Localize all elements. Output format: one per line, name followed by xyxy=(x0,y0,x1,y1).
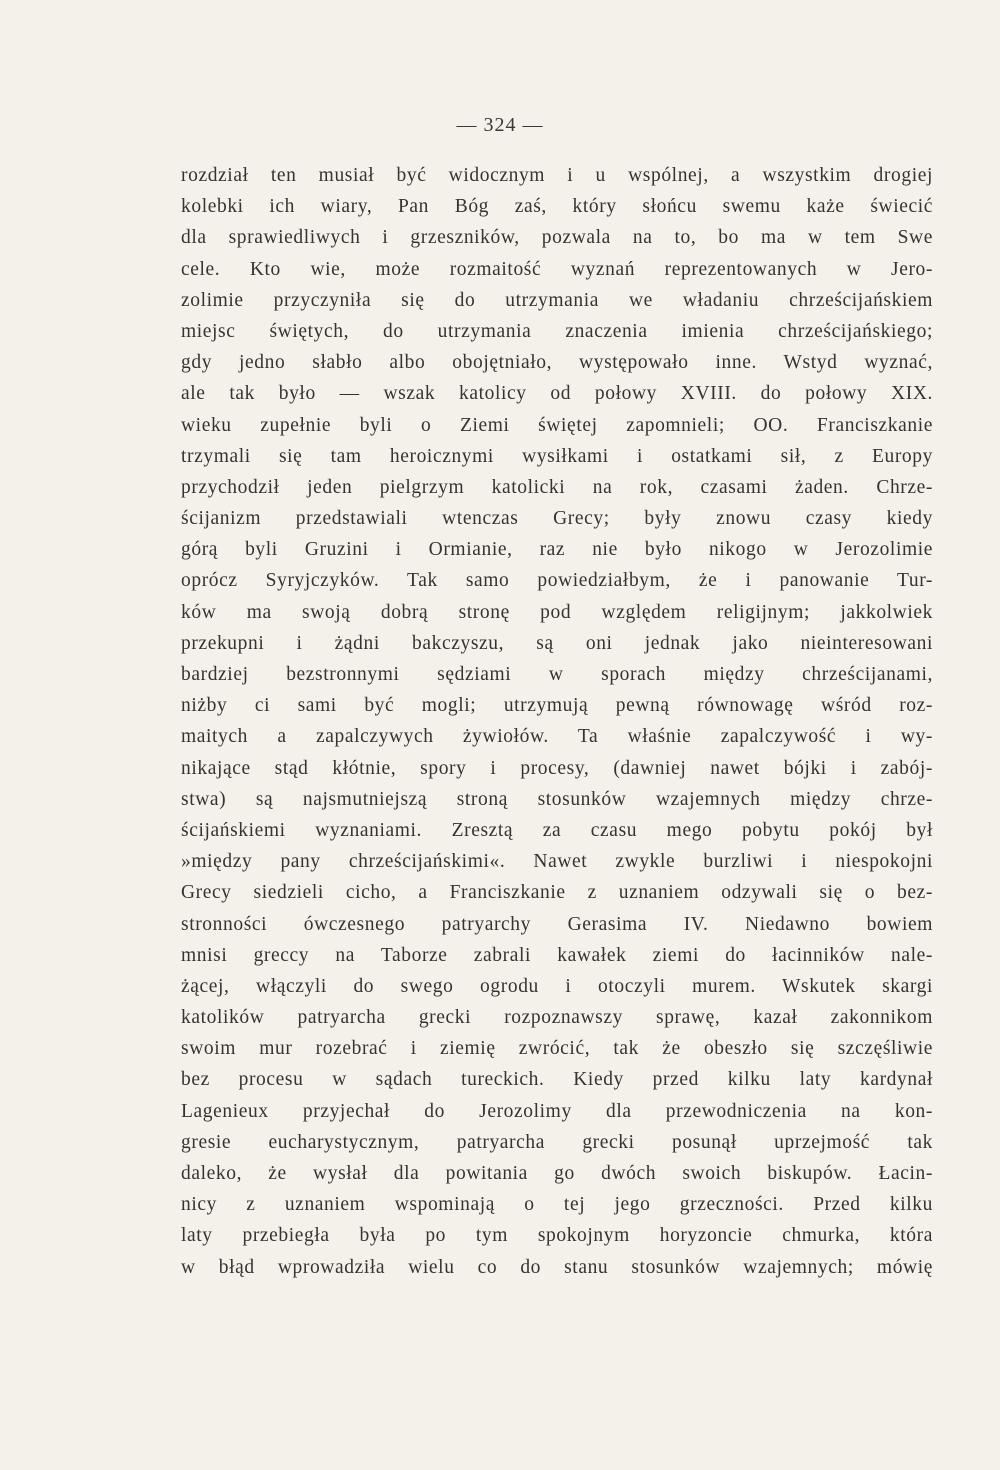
text-line: żącej, włączyli do swego ogrodu i otoczyli murem. Wskutek skargi xyxy=(181,975,933,997)
text-line: górą byli Gruzini i Ormianie, raz nie było nikogo w Jerozolimie xyxy=(181,539,933,561)
text-line: ścijanizm przedstawiali wtenczas Grecy; były znowu czasy kiedy xyxy=(181,508,933,530)
text-line: stwa) są najsmutniejszą stroną stosunków wzajemnych między chrze- xyxy=(181,788,933,810)
text-line: gresie eucharystycznym, patryarcha grecki posunął uprzejmość tak xyxy=(181,1131,933,1153)
text-line: swoim mur rozebrać i ziemię zwrócić, tak że obeszło się szczęśliwie xyxy=(181,1038,933,1060)
text-line: w błąd wprowadziła wielu co do stanu stosunków wzajemnych; mówię xyxy=(181,1256,933,1278)
text-line: stronności ówczesnego patryarchy Gerasima IV. Niedawno bowiem xyxy=(181,913,933,935)
text-line: maitych a zapalczywych żywiołów. Ta właśnie zapalczywość i wy- xyxy=(181,726,933,748)
text-line: gdy jedno słabło albo obojętniało, występowało inne. Wstyd wyznać, xyxy=(181,352,933,374)
text-line: ków ma swoją dobrą stronę pod względem religijnym; jakkolwiek xyxy=(181,601,933,623)
text-line: wieku zupełnie byli o Ziemi świętej zapomnieli; OO. Franciszkanie xyxy=(181,414,933,436)
text-line: przekupni i żądni bakczyszu, są oni jednak jako nieinteresowani xyxy=(181,632,933,654)
text-line: niżby ci sami być mogli; utrzymują pewną równowagę wśród roz- xyxy=(181,695,933,717)
text-line: cele. Kto wie, może rozmaitość wyznań reprezentowanych w Jero- xyxy=(181,258,933,280)
page-number: — 324 — xyxy=(456,114,544,136)
text-line: mnisi greccy na Taborze zabrali kawałek ziemi do łacinników nale- xyxy=(181,944,933,966)
text-line: daleko, że wysłał dla powitania go dwóch swoich biskupów. Łacin- xyxy=(181,1163,933,1184)
body-text xyxy=(181,160,933,1283)
text-line: ale tak było — wszak katolicy od połowy XVIII. do połowy XIX. xyxy=(181,383,933,405)
text-line: miejsc świętych, do utrzymania znaczenia imienia chrześcijańskiego; xyxy=(181,320,933,342)
text-line: Lagenieux przyjechał do Jerozolimy dla przewodniczenia na kon- xyxy=(181,1100,933,1122)
text-line: »między pany chrześcijańskimi«. Nawet zwykle burzliwi i niespokojni xyxy=(181,851,933,873)
text-line: przychodził jeden pielgrzym katolicki na rok, czasami żaden. Chrze- xyxy=(181,476,933,498)
text-line: nikające stąd kłótnie, spory i procesy, (dawniej nawet bójki i zabój- xyxy=(181,757,933,779)
text-line: zolimie przyczyniła się do utrzymania we władaniu chrześcijańskiem xyxy=(181,289,933,311)
text-line: rozdział ten musiał być widocznym i u wspólnej, a wszystkim drogiej xyxy=(181,165,933,186)
text-line: oprócz Syryjczyków. Tak samo powiedziałbym, że i panowanie Tur- xyxy=(181,570,933,592)
text-line: katolików patryarcha grecki rozpoznawszy sprawę, kazał zakonnikom xyxy=(181,1007,933,1029)
text-line: laty przebiegła była po tym spokojnym horyzoncie chmurka, która xyxy=(181,1225,933,1247)
text-line: bez procesu w sądach tureckich. Kiedy przed kilku laty kardynał xyxy=(181,1069,933,1091)
text-line: trzymali się tam heroicznymi wysiłkami i ostatkami sił, z Europy xyxy=(181,445,933,467)
text-line: dla sprawiedliwych i grzeszników, pozwala na to, bo ma w tem Swe xyxy=(181,227,933,249)
text-line: bardziej bezstronnymi sędziami w sporach między chrześcijanami, xyxy=(181,664,933,685)
text-line: ścijańskiemi wyznaniami. Zresztą za czasu mego pobytu pokój był xyxy=(181,819,933,841)
text-line: Grecy siedzieli cicho, a Franciszkanie z uznaniem odzywali się o bez- xyxy=(181,882,933,904)
text-line: kolebki ich wiary, Pan Bóg zaś, który słońcu swemu każe świecić xyxy=(181,196,933,218)
text-line: nicy z uznaniem wspominają o tej jego grzeczności. Przed kilku xyxy=(181,1194,933,1216)
